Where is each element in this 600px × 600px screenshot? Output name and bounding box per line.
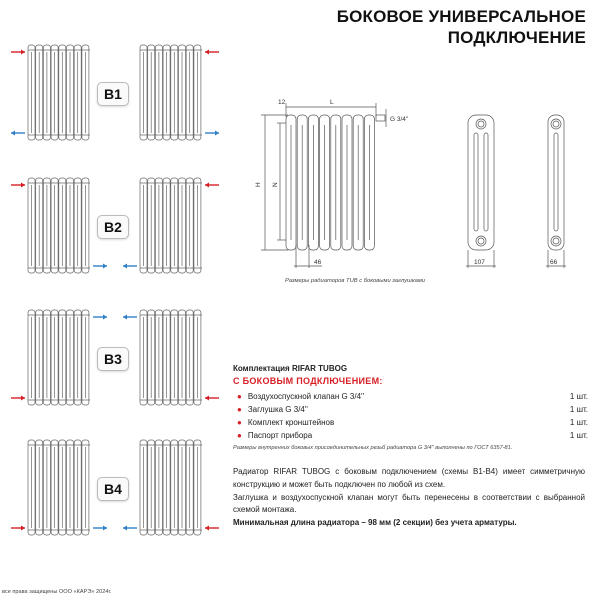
scheme-label: B3 xyxy=(97,347,129,371)
radiator-icon xyxy=(28,45,90,140)
inlet-arrow-icon xyxy=(11,183,25,188)
drawing-caption: Размеры радиаторов TUB с боковыми заглушками xyxy=(284,278,426,284)
page-title xyxy=(337,6,586,48)
outlet-arrow-icon xyxy=(123,264,137,269)
title-line-1: БОКОВОЕ УНИВЕРСАЛЬНОЕ xyxy=(336,7,586,26)
kit-item-qty: 1 шт. xyxy=(569,418,588,427)
dim-n: N xyxy=(272,182,279,187)
description-p3: Минимальная длина радиатора – 98 мм (2 секции) без учета арматуры. xyxy=(233,518,517,528)
kit-item xyxy=(233,416,588,429)
inlet-arrow-icon xyxy=(205,396,219,401)
dim-12: 12 xyxy=(278,99,286,106)
radiator-icon xyxy=(140,45,202,140)
kit-item-qty: 1 шт. xyxy=(569,405,588,414)
kit-item-label: Заглушка G 3/4'' xyxy=(247,405,308,414)
title-line-2: ПОДКЛЮЧЕНИЕ xyxy=(447,28,586,47)
description-p1: Радиатор RIFAR TUBOG с боковым подключением (схемы B1-B4) имеет симметричную конструкцию и может быть подключен по любой из схем. xyxy=(233,467,585,489)
radiator-icon xyxy=(28,440,90,535)
radiator-icon xyxy=(140,310,202,405)
outlet-arrow-icon xyxy=(93,264,107,269)
inlet-arrow-icon xyxy=(11,526,25,531)
kit-item-label: Воздухоспускной клапан G 3/4'' xyxy=(247,392,365,401)
bullet-icon: ● xyxy=(237,418,242,427)
kit-item-qty: 1 шт. xyxy=(569,392,588,401)
thread-size: G 3/4'' xyxy=(390,116,409,123)
scheme-label: B1 xyxy=(97,82,129,106)
kit-item-name xyxy=(237,416,334,429)
outlet-arrow-icon xyxy=(11,131,25,136)
outlet-arrow-icon xyxy=(123,526,137,531)
radiator-icon xyxy=(28,178,90,273)
kit-heading: Комплектация RIFAR TUBOG xyxy=(233,364,348,373)
outlet-arrow-icon xyxy=(205,131,219,136)
inlet-arrow-icon xyxy=(205,526,219,531)
kit-item-name xyxy=(237,429,312,442)
description xyxy=(233,466,585,530)
bullet-icon: ● xyxy=(237,405,242,414)
outlet-arrow-icon xyxy=(123,315,137,320)
dimension-drawing xyxy=(250,95,600,280)
outlet-arrow-icon xyxy=(93,526,107,531)
kit-item xyxy=(233,403,588,416)
copyright: все права защищены ООО «КАРЭ» 2024г. xyxy=(2,589,112,595)
inlet-arrow-icon xyxy=(11,396,25,401)
inlet-arrow-icon xyxy=(205,50,219,55)
bullet-icon: ● xyxy=(237,392,242,401)
bullet-icon: ● xyxy=(237,431,242,440)
kit-section xyxy=(233,364,588,451)
inlet-arrow-icon xyxy=(11,50,25,55)
kit-item-label: Паспорт прибора xyxy=(247,431,313,440)
dim-66: 66 xyxy=(550,259,558,266)
dim-46: 46 xyxy=(314,259,322,266)
outlet-arrow-icon xyxy=(93,315,107,320)
dim-l: L xyxy=(330,99,334,106)
scheme-label: B2 xyxy=(97,215,129,239)
radiator-icon xyxy=(28,310,90,405)
kit-list xyxy=(233,390,588,442)
kit-item xyxy=(233,390,588,403)
dim-107: 107 xyxy=(474,259,485,266)
dim-h: H xyxy=(255,182,262,187)
scheme-label: B4 xyxy=(97,477,129,501)
kit-item-name xyxy=(237,390,364,403)
inlet-arrow-icon xyxy=(205,183,219,188)
kit-note: Размеры внутренних боковых присоединительных резьб радиатора G 3/4'' выполнены по ГОСТ 6357-81. xyxy=(233,445,513,451)
radiator-icon xyxy=(140,178,202,273)
kit-subheading: С БОКОВЫМ ПОДКЛЮЧЕНИЕМ: xyxy=(233,376,383,386)
description-p2: Заглушка и воздухоспускной клапан могут быть перенесены в соответствии с выбранной схемой монтажа. xyxy=(233,492,585,515)
kit-item xyxy=(233,429,588,442)
kit-item-name xyxy=(237,403,308,416)
kit-item-label: Комплект кронштейнов xyxy=(247,418,335,427)
kit-item-qty: 1 шт. xyxy=(569,431,588,440)
radiator-icon xyxy=(140,440,202,535)
